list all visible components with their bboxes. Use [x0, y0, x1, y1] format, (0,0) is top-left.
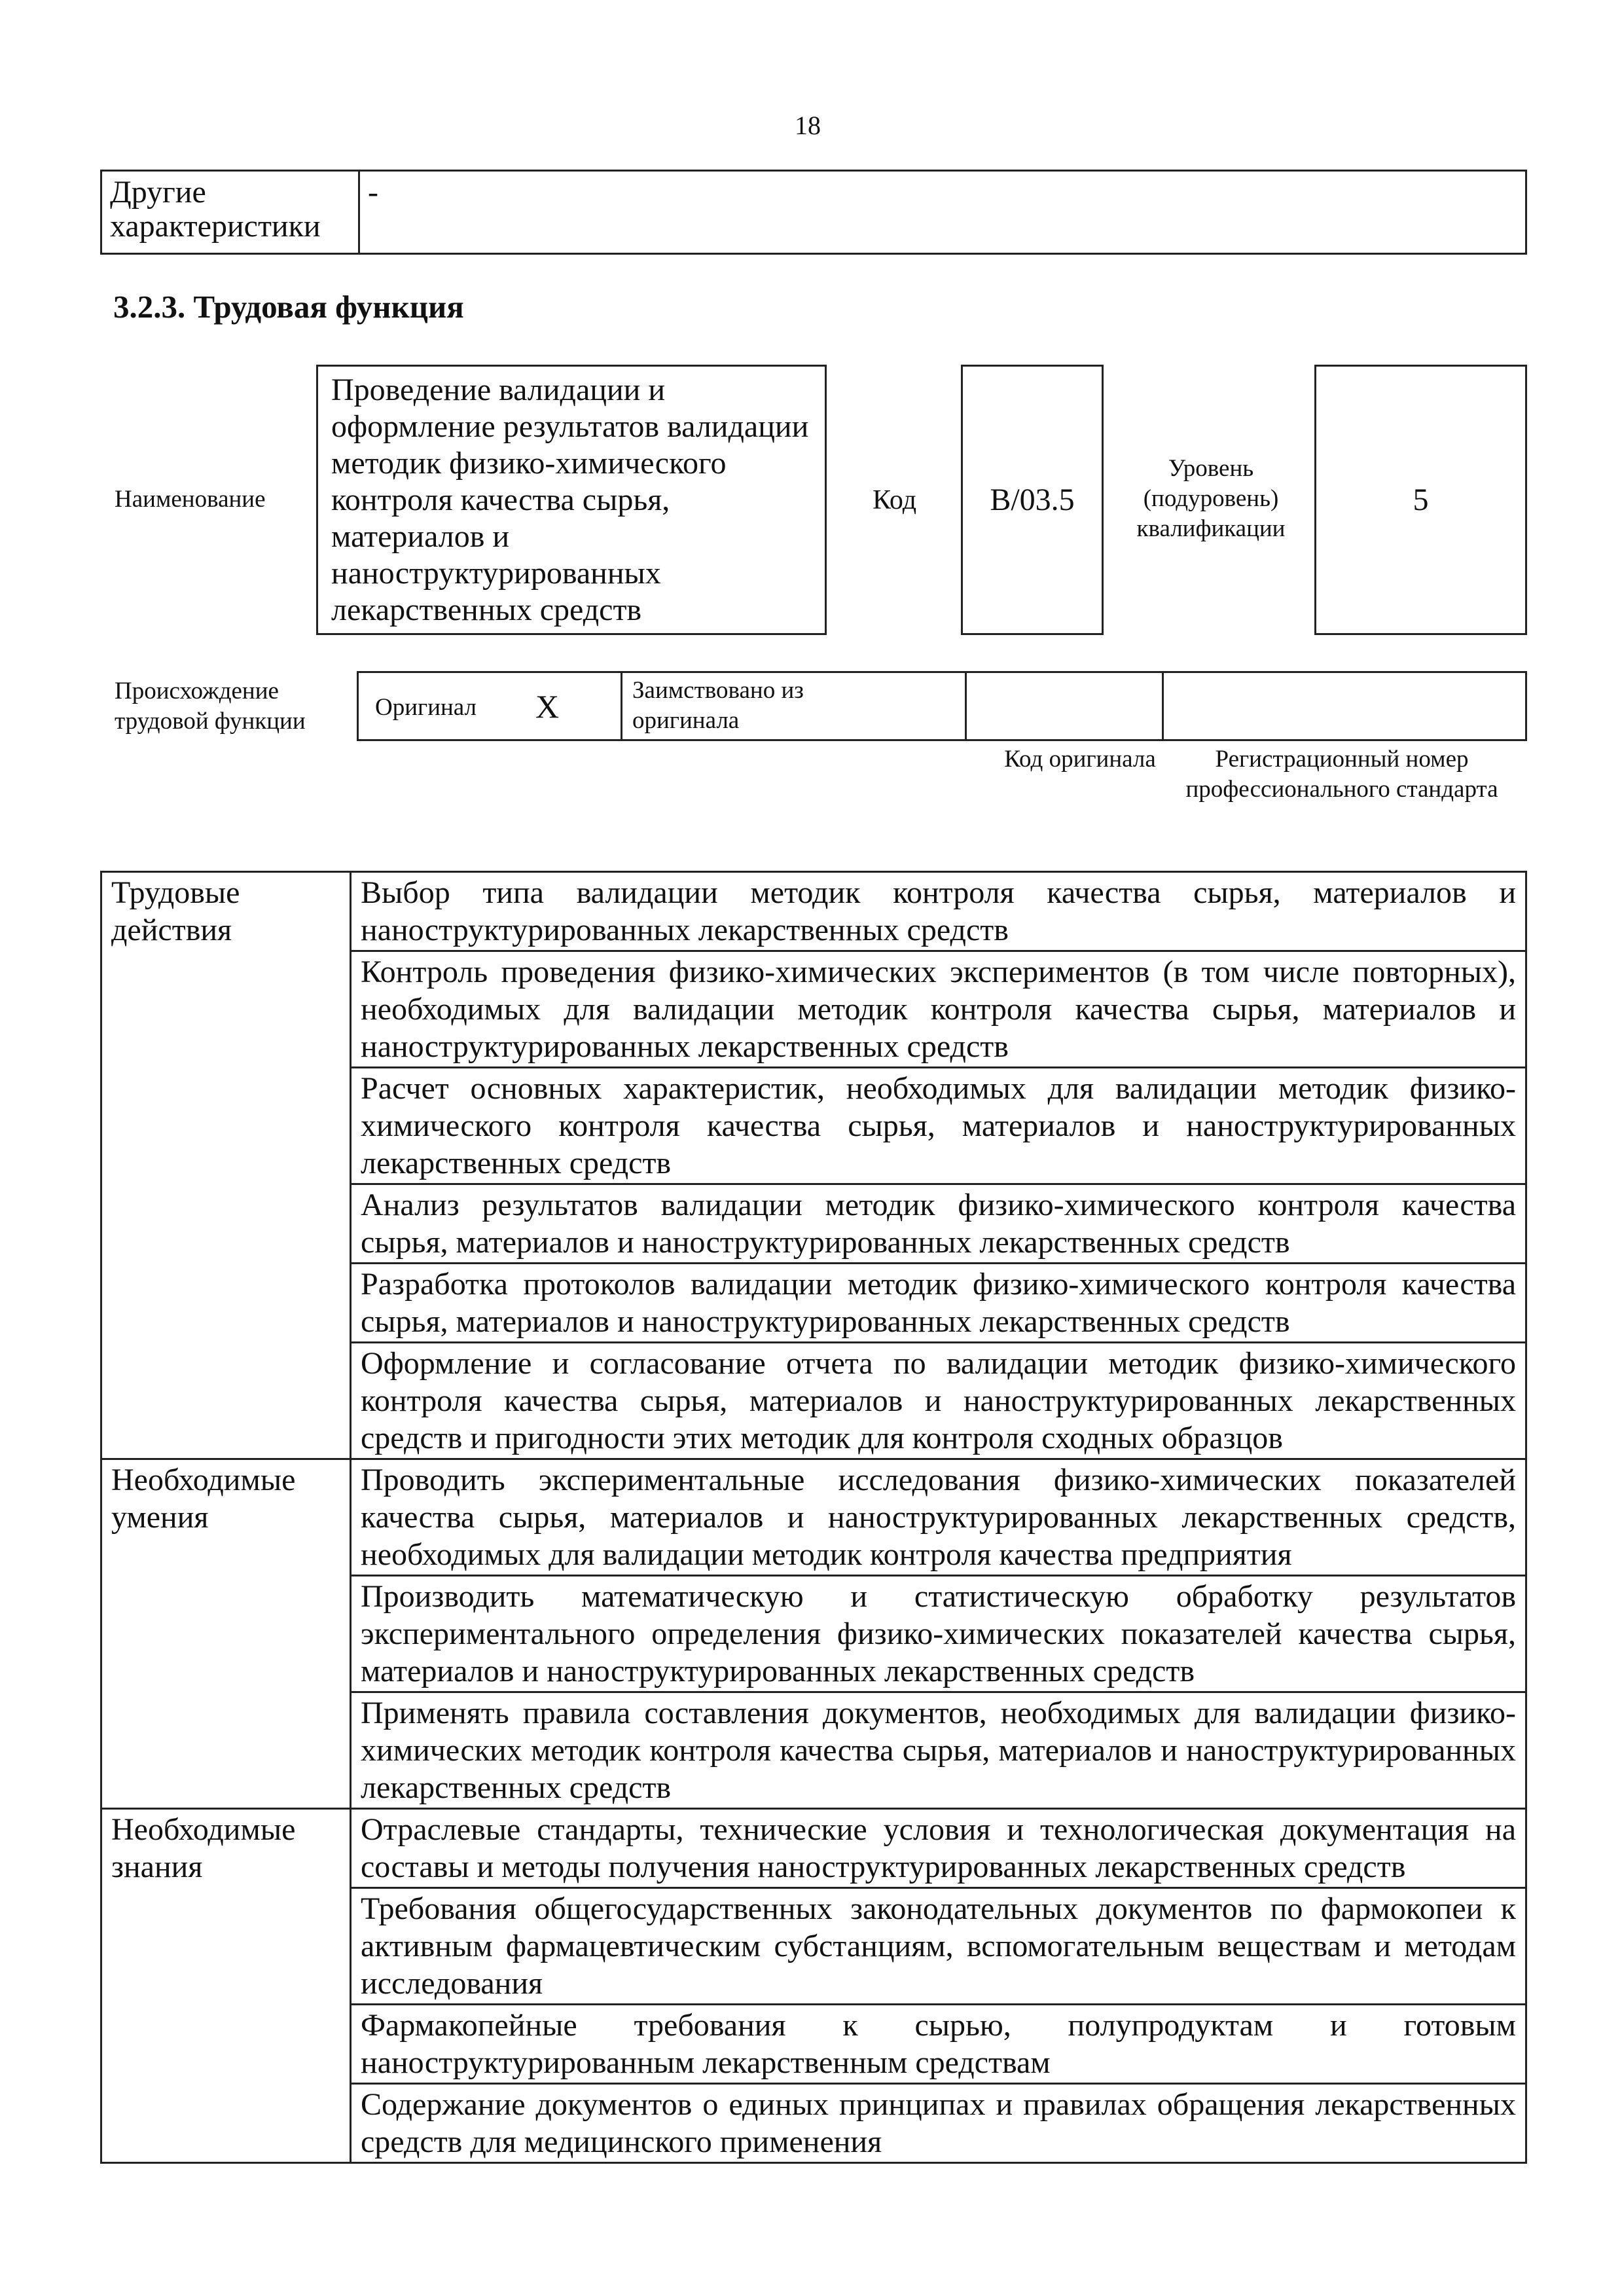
list-item: Контроль проведения физико-химических экспериментов (в том числе повторных), необходимых для валидации методик контроля качества сырья, материалов и наноструктурированных лекарственных средств: [351, 951, 1526, 1068]
list-item: Разработка протоколов валидации методик физико-химического контроля качества сырья, материалов и наноструктурированных лекарственных средств: [351, 1264, 1526, 1343]
list-item: Требования общегосударственных законодательных документов по фармокопеи к активным фармацевтическим субстанциям, вспомогательным веществам и методам исследования: [351, 1888, 1526, 2005]
level-label: Уровень (подуровень) квалификации: [1136, 455, 1286, 542]
other-characteristics-label: Другие характеристики: [101, 171, 359, 254]
origin-table: [357, 671, 1527, 741]
function-name-box: Проведение валидации и оформление результатов валидации методик физико-химического контроля качества сырья, материалов и наноструктурированных лекарственных средств: [316, 365, 827, 635]
code-original-label: Код оригинала: [1004, 746, 1156, 773]
list-item: Оформление и согласование отчета по валидации методик физико-химического контроля качества сырья, материалов и наноструктурированных лекарственных средств и пригодности этих методик для контроля сходных образцов: [351, 1343, 1526, 1459]
list-item: Выбор типа валидации методик контроля качества сырья, материалов и наноструктурированных лекарственных средств: [351, 872, 1526, 951]
list-item: Фармакопейные требования к сырью, полупродуктам и готовым наноструктурированным лекарственным средствам: [351, 2005, 1526, 2084]
name-label: Наименование: [115, 486, 266, 513]
function-code-box: B/03.5: [961, 365, 1104, 635]
list-item: Анализ результатов валидации методик физико-химического контроля качества сырья, материалов и наноструктурированных лекарственных средств: [351, 1184, 1526, 1264]
qualification-level-box: 5: [1314, 365, 1527, 635]
labor-actions-label: Трудовые действия: [101, 872, 351, 1459]
page-number: 18: [795, 111, 821, 140]
list-item: Проводить экспериментальные исследования физико-химических показателей качества сырья, материалов и наноструктурированных лекарственных средств, необходимых для валидации методик контроля качества предприятия: [351, 1459, 1526, 1576]
list-item: Производить математическую и статистическую обработку результатов экспериментального определения физико-химических показателей качества сырья, материалов и наноструктурированных лекарственных средств: [351, 1576, 1526, 1692]
section-title: 3.2.3. Трудовая функция: [113, 289, 464, 325]
code-label: Код: [873, 485, 917, 515]
reg-number-label: Регистрационный номер профессионального стандарта: [1185, 746, 1498, 803]
other-characteristics-table: [100, 170, 1527, 255]
borrowed-label: Заимствовано из оригинала: [632, 677, 804, 734]
other-characteristics-value: -: [359, 171, 1526, 254]
origin-label: Происхождение трудовой функции: [115, 678, 306, 735]
list-item: Расчет основных характеристик, необходимых для валидации методик физико-химического контроля качества сырья, материалов и наноструктурированных лекарственных средств: [351, 1068, 1526, 1184]
required-skills-label: Необходимые умения: [101, 1459, 351, 1809]
list-item: Содержание документов о единых принципах и правилах обращения лекарственных средств для медицинского применения: [351, 2084, 1526, 2163]
list-item: Отраслевые стандарты, технические условия и технологическая документация на составы и методы получения наноструктурированных лекарственных средств: [351, 1809, 1526, 1888]
list-item: Применять правила составления документов, необходимых для валидации физико-химических методик контроля качества сырья, материалов и наноструктурированных лекарственных средств: [351, 1692, 1526, 1809]
original-label: Оригинал: [375, 694, 477, 721]
original-mark: X: [535, 688, 560, 725]
required-knowledge-label: Необходимые знания: [101, 1809, 351, 2163]
function-details-table: [100, 871, 1527, 2164]
